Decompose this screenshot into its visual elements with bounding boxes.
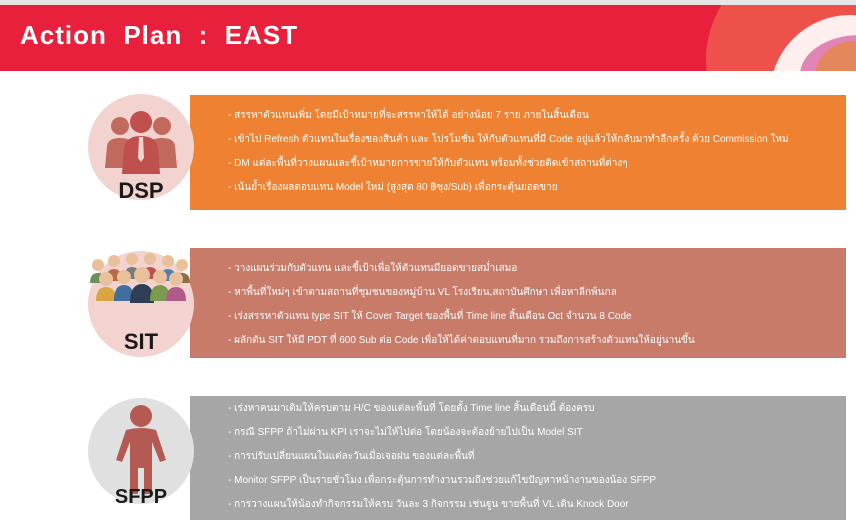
list-item: - สรรหาตัวแทนเพิ่ม โดยมีเป้าหมายที่จะสรรหาให้ได้ อย่างน้อย 7 ราย ภายในสิ้นเดือน bbox=[228, 110, 589, 121]
sit-label: SIT bbox=[123, 329, 159, 354]
sfpp-action-list bbox=[190, 396, 846, 512]
list-item: - DM แต่ละพื้นที่วางแผนและชี้เป้าหมายการขายให้กับตัวแทน พร้อมทั้งช่วยติดเข้าสถานที่ต่างๆ bbox=[228, 158, 628, 169]
dsp-label: DSP bbox=[118, 178, 164, 203]
list-item: - ผลักดัน SIT ให้มี PDT ที่ 600 Sub ต่อ Code เพื่อให้ได้ค่าตอบแทนที่มาก รวมถึงการสร้างตัวแทนให้อยู่นานขึ้น bbox=[228, 335, 695, 346]
dsp-circle bbox=[88, 94, 194, 203]
sit-action-list bbox=[190, 248, 846, 348]
list-item: - การวางแผนให้น้องทำกิจกรรมให้ครบ วันละ 3 กิจกรรม เช่นฐูน ขายพื้นที่ VL เดิน Knock Door bbox=[228, 499, 629, 510]
list-item: - วางแผนร่วมกับตัวแทน และชี้เป้าเพื่อให้ตัวแทนมียอดขายสม่ำเสมอ bbox=[228, 263, 518, 274]
list-item: - หาพื้นที่ใหม่ๆ เข้าตามสถานที่ชุมชนของหมู่บ้าน VL โรงเรียน,สถาบันศึกษา เพื่อหาลีกพ้นกล bbox=[228, 287, 617, 298]
list-item: - เร่งหาคนมาเติมให้ครบตาม H/C ของแต่ละพื้นที่ โดยตั้ง Time line สิ้นเดือนนี้ ต้องครบ bbox=[228, 403, 595, 414]
list-item: - เร่งสรรหาตัวแทน type SIT ให้ Cover Target ของพื้นที่ Time line สิ้นเดือน Oct จำนวน 8 Code bbox=[228, 311, 632, 322]
sfpp-action-band bbox=[190, 396, 846, 520]
list-item: - เน้นย้ำเรื่องผลตอบแทน Model ใหม่ (สูงสุด 80 ฿ซุง/Sub) เพื่อกระตุ้นยอดขาย bbox=[228, 182, 558, 193]
list-item: - กรณี SFPP ถ้าไม่ผ่าน KPI เราจะไม่ให้ไปต่อ โดยน้องจะต้องย้ายไปเป็น Model SIT bbox=[228, 427, 583, 438]
dsp-action-band bbox=[190, 95, 846, 210]
dsp-action-list bbox=[190, 95, 846, 195]
sit-action-band bbox=[190, 248, 846, 358]
list-item: - เข้าไป Refresh ตัวแทนในเรื่องของสินค้า และ โปรโมชั่น ให้กับตัวแทนที่มี Code อยู่แล้วให้กลับมาทำอีกครั้ง ด้วย Commission ใหม่ bbox=[228, 134, 789, 145]
page-title: Action Plan : EAST bbox=[20, 20, 299, 50]
sfpp-label: SFPP bbox=[114, 486, 168, 508]
title-banner bbox=[0, 5, 856, 71]
sfpp-circle bbox=[88, 398, 194, 508]
list-item: - Monitor SFPP เป็นรายชั่วโมง เพื่อกระตุ้นการทำงานรวมถึงช่วยแก้ไขปัญหาหน้างานของน้อง SFPP bbox=[228, 475, 657, 486]
list-item: - การปรับเปลี่ยนแผนในแต่ละวันเมื่อเจอฝน ของแต่ละพื้นที่ bbox=[228, 451, 475, 462]
sit-circle bbox=[88, 251, 194, 357]
